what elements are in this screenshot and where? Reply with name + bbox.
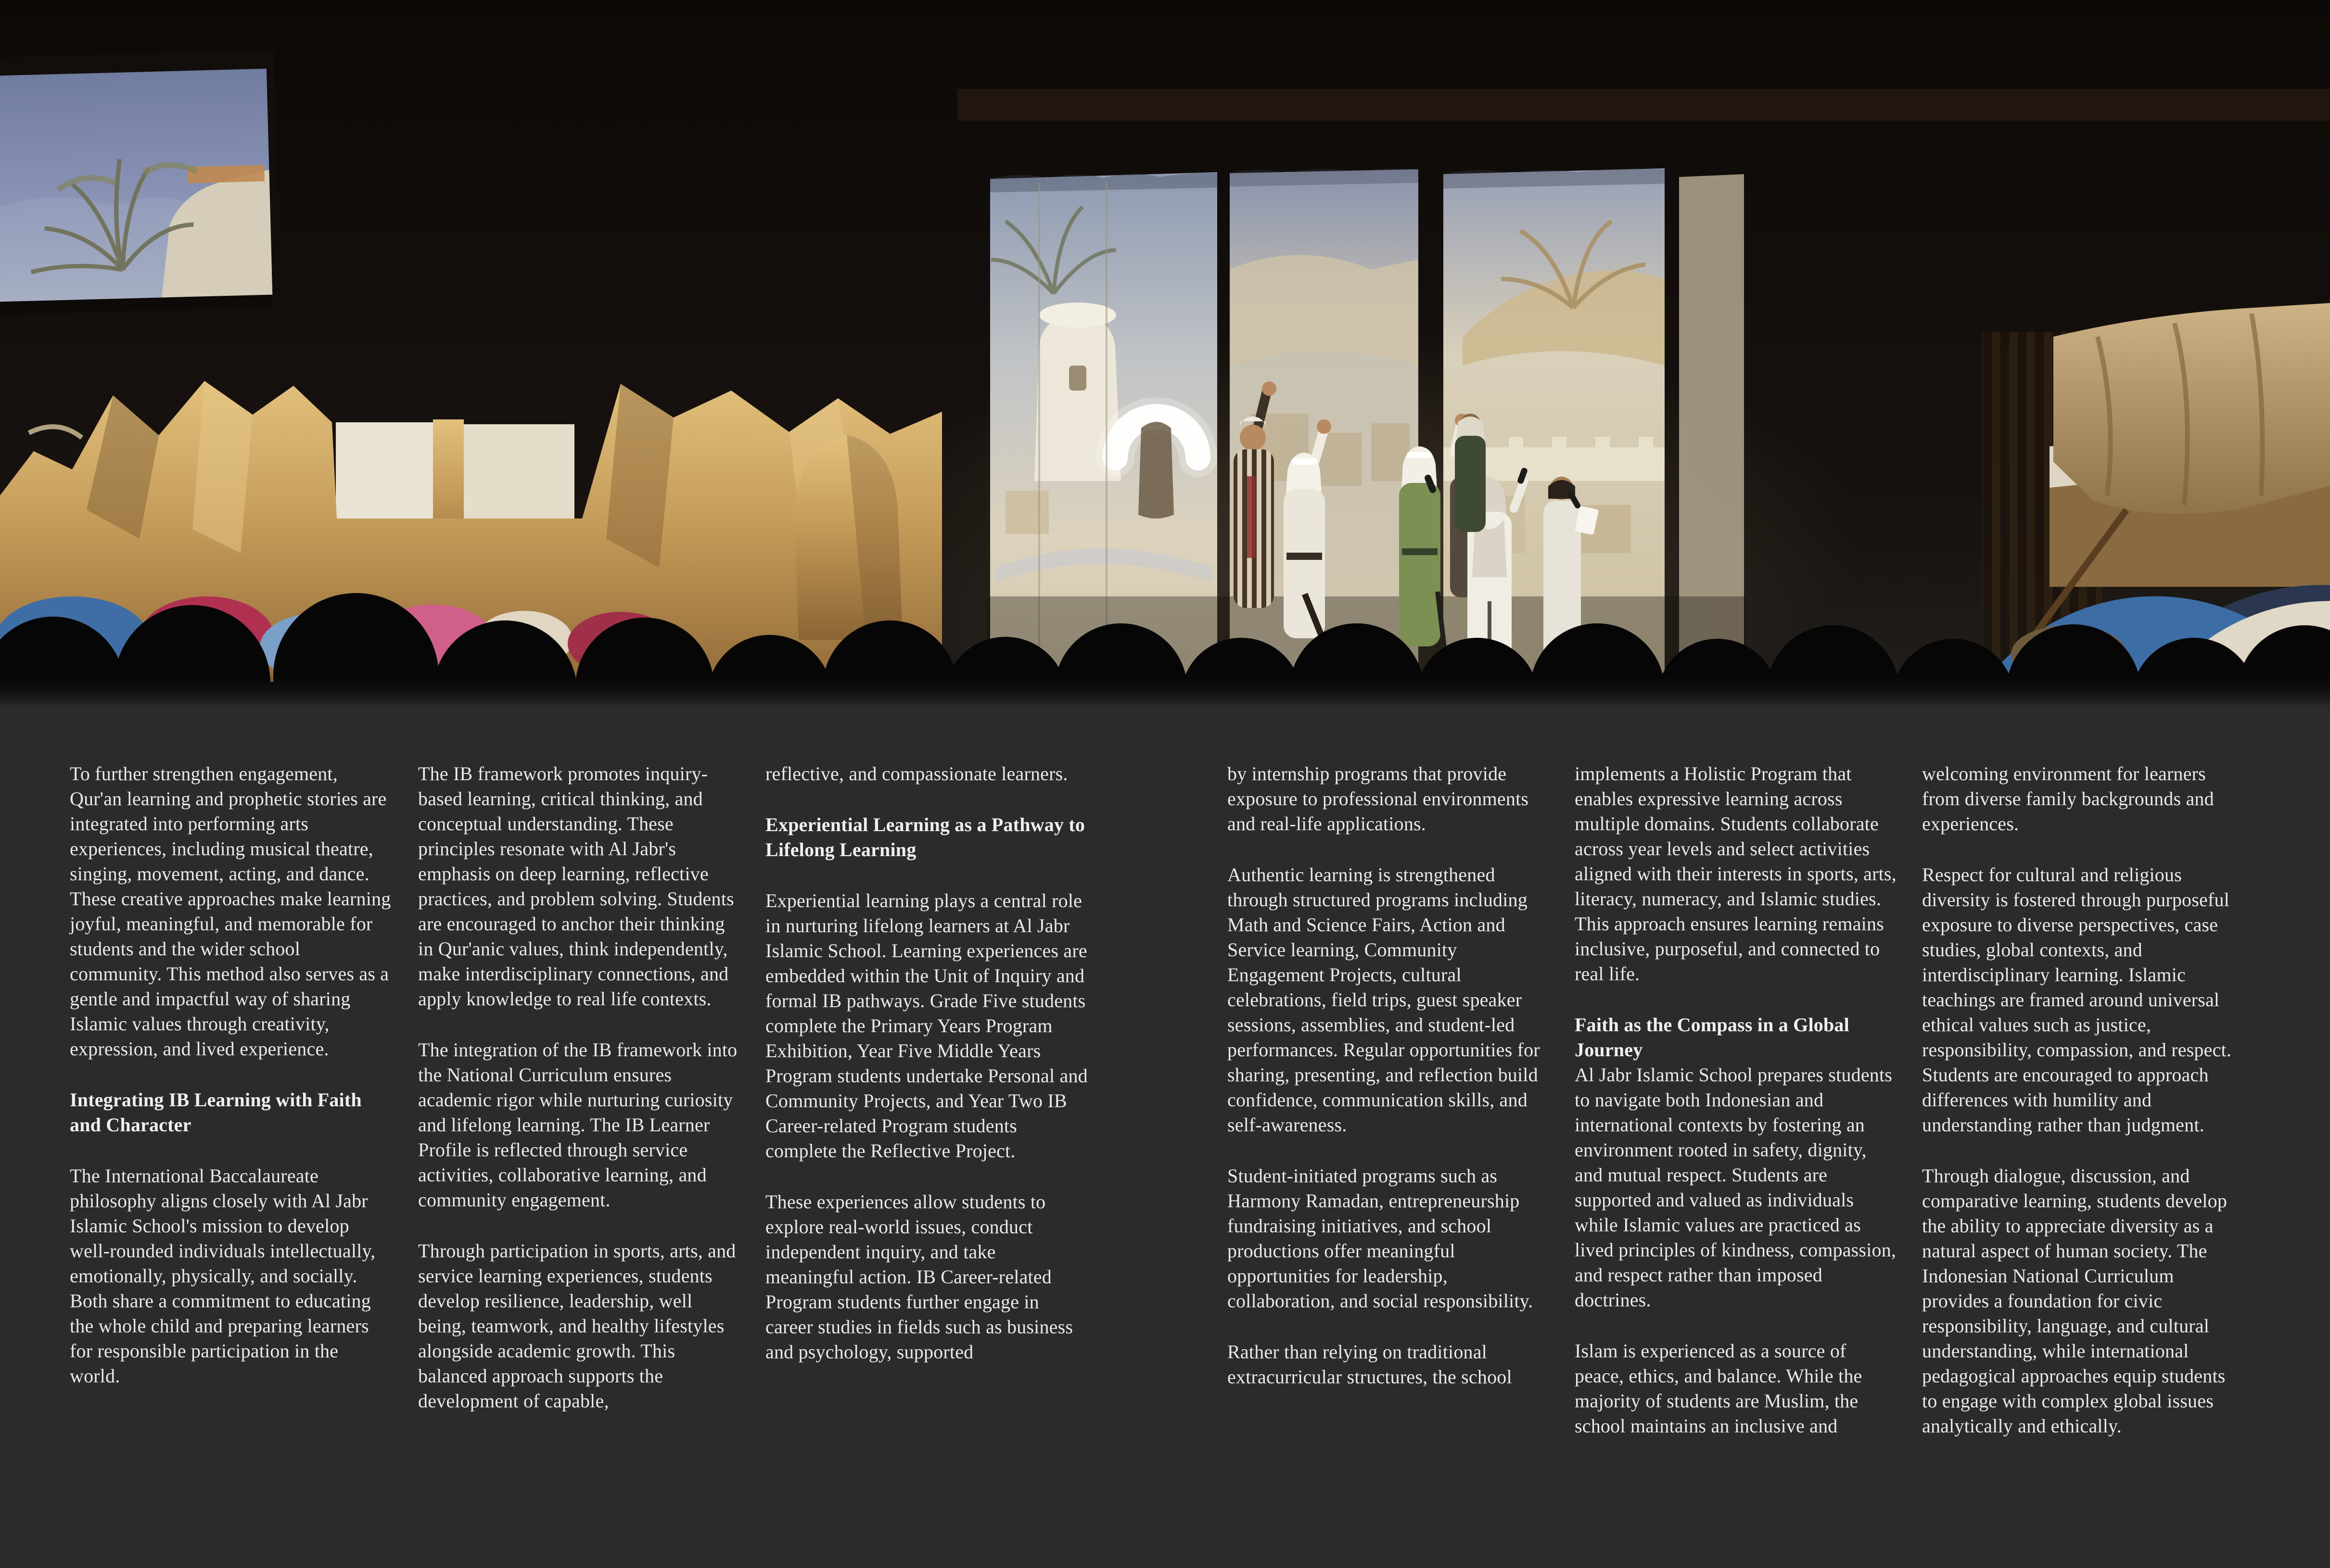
section-heading: Integrating IB Learning with Faith and Character xyxy=(70,1089,362,1136)
paragraph: Through participation in sports, arts, and service learning experiences, students develop resilience, leadership, well being, teamwork, and healthy lifestyles alongside academic growth. This balanced approach supports the development of capable, xyxy=(418,1240,736,1412)
paragraph: Through dialogue, discussion, and comparative learning, students develop the ability to appreciate diversity as a natural aspect of human society. The Indonesian National Curriculum provides a foundation for civic responsibility, language, and cultural understanding, while international pedagogical approaches equip students to engage with complex global issues analytically and ethically. xyxy=(1922,1165,2228,1437)
paragraph: Authentic learning is strengthened through structured programs including Math and Science Fairs, Action and Service learning, Community Engagement Projects, cultural celebrations, field trips, guest speaker sessions, assemblies, and student-led performances. Regular opportunities for sharing, presenting, and reflection build confidence, communication skills, and self-awareness. xyxy=(1227,864,1540,1136)
text-column-6 xyxy=(1922,761,2245,1465)
text-column-4 xyxy=(1227,761,1551,1416)
section-heading: Experiential Learning as a Pathway to Lifelong Learning xyxy=(765,814,1085,860)
paragraph: reflective, and compassionate learners. xyxy=(765,763,1068,784)
text-column-2 xyxy=(418,761,741,1440)
paragraph: Al Jabr Islamic School prepares students to navigate both Indonesian and international contexts by fostering an environment rooted in safety, dignity, and mutual respect. Students are supported and valued as individuals while Islamic values are practiced as lived principles of kindness, compassion, and respect rather than imposed doctrines. xyxy=(1575,1064,1897,1311)
paragraph: Rather than relying on traditional extracurricular structures, the school xyxy=(1227,1341,1512,1388)
paragraph: welcoming environment for learners from diverse family backgrounds and experiences. xyxy=(1922,763,2214,835)
paragraph: The IB framework promotes inquiry-based learning, critical thinking, and conceptual understanding. These principles resonate with Al Jabr's emphasis on deep learning, reflective practices, and problem solving. Students are encouraged to anchor their thinking in Qur'anic values, think independently, make interdisciplinary connections, and apply knowledge to real life contexts. xyxy=(418,763,734,1010)
paragraph: Experiential learning plays a central role in nurturing lifelong learners at Al Jabr Islamic School. Learning experiences are embedded within the Unit of Inquiry and formal IB pathways. Grade Five students complete the Primary Years Program Exhibition, Year Five Middle Years Program students undertake Personal and Community Projects, and Year Two IB Career-related Program students complete the Reflective Project. xyxy=(765,890,1088,1162)
paragraph: The International Baccalaureate philosophy aligns closely with Al Jabr Islamic School's mission to develop well-rounded individuals intellectually, emotionally, physically, and socially. Both share a commitment to educating the whole child and preparing learners for responsible participation in the world. xyxy=(70,1165,376,1387)
paragraph: These experiences allow students to explore real-world issues, conduct independent inquiry, and take meaningful action. IB Career-related Program students further engage in career studies in fields such as business and psychology, supported xyxy=(765,1191,1073,1363)
text-column-3 xyxy=(765,761,1089,1391)
paragraph: implements a Holistic Program that enables expressive learning across multiple domains. Students collaborate across year levels and select activities aligned with their interests in sports, arts, literacy, numeracy, and Islamic studies. This approach ensures learning remains inclusive, purposeful, and connected to real life. xyxy=(1575,763,1897,985)
paragraph: To further strengthen engagement, Qur'an learning and prophetic stories are integrated into performing arts experiences, including musical theatre, singing, movement, acting, and dance. These creative approaches make learning joyful, meaningful, and memorable for students and the wider school community. This method also serves as a gentle and impactful way of sharing Islamic values through creativity, expression, and lived experience. xyxy=(70,763,391,1060)
paragraph: by internship programs that provide exposure to professional environments and real-life applications. xyxy=(1227,763,1529,835)
paragraph: Student-initiated programs such as Harmony Ramadan, entrepreneurship fundraising initiatives, and school productions offer meaningful opportunities for leadership, collaboration, and social responsibility. xyxy=(1227,1165,1533,1312)
text-column-1 xyxy=(70,761,393,1415)
section-heading: Faith as the Compass in a Global Journey xyxy=(1575,1014,1849,1061)
paragraph: Respect for cultural and religious diversity is fostered through purposeful exposure to diverse perspectives, case studies, global contexts, and interdisciplinary learning. Islamic teachings are framed around universal ethical values such as justice, responsibility, compassion, and respect. Students are encouraged to approach differences with humility and understanding rather than judgment. xyxy=(1922,864,2232,1136)
paragraph: The integration of the IB framework into the National Curriculum ensures academic rigor while nurturing curiosity and lifelong learning. The IB Learner Profile is reflected through service activities, collaborative learning, and community engagement. xyxy=(418,1039,738,1211)
text-column-5 xyxy=(1575,761,1898,1465)
paragraph: Islam is experienced as a source of peace, ethics, and balance. While the majority of students are Muslim, the school maintains an inclusive and xyxy=(1575,1340,1862,1437)
